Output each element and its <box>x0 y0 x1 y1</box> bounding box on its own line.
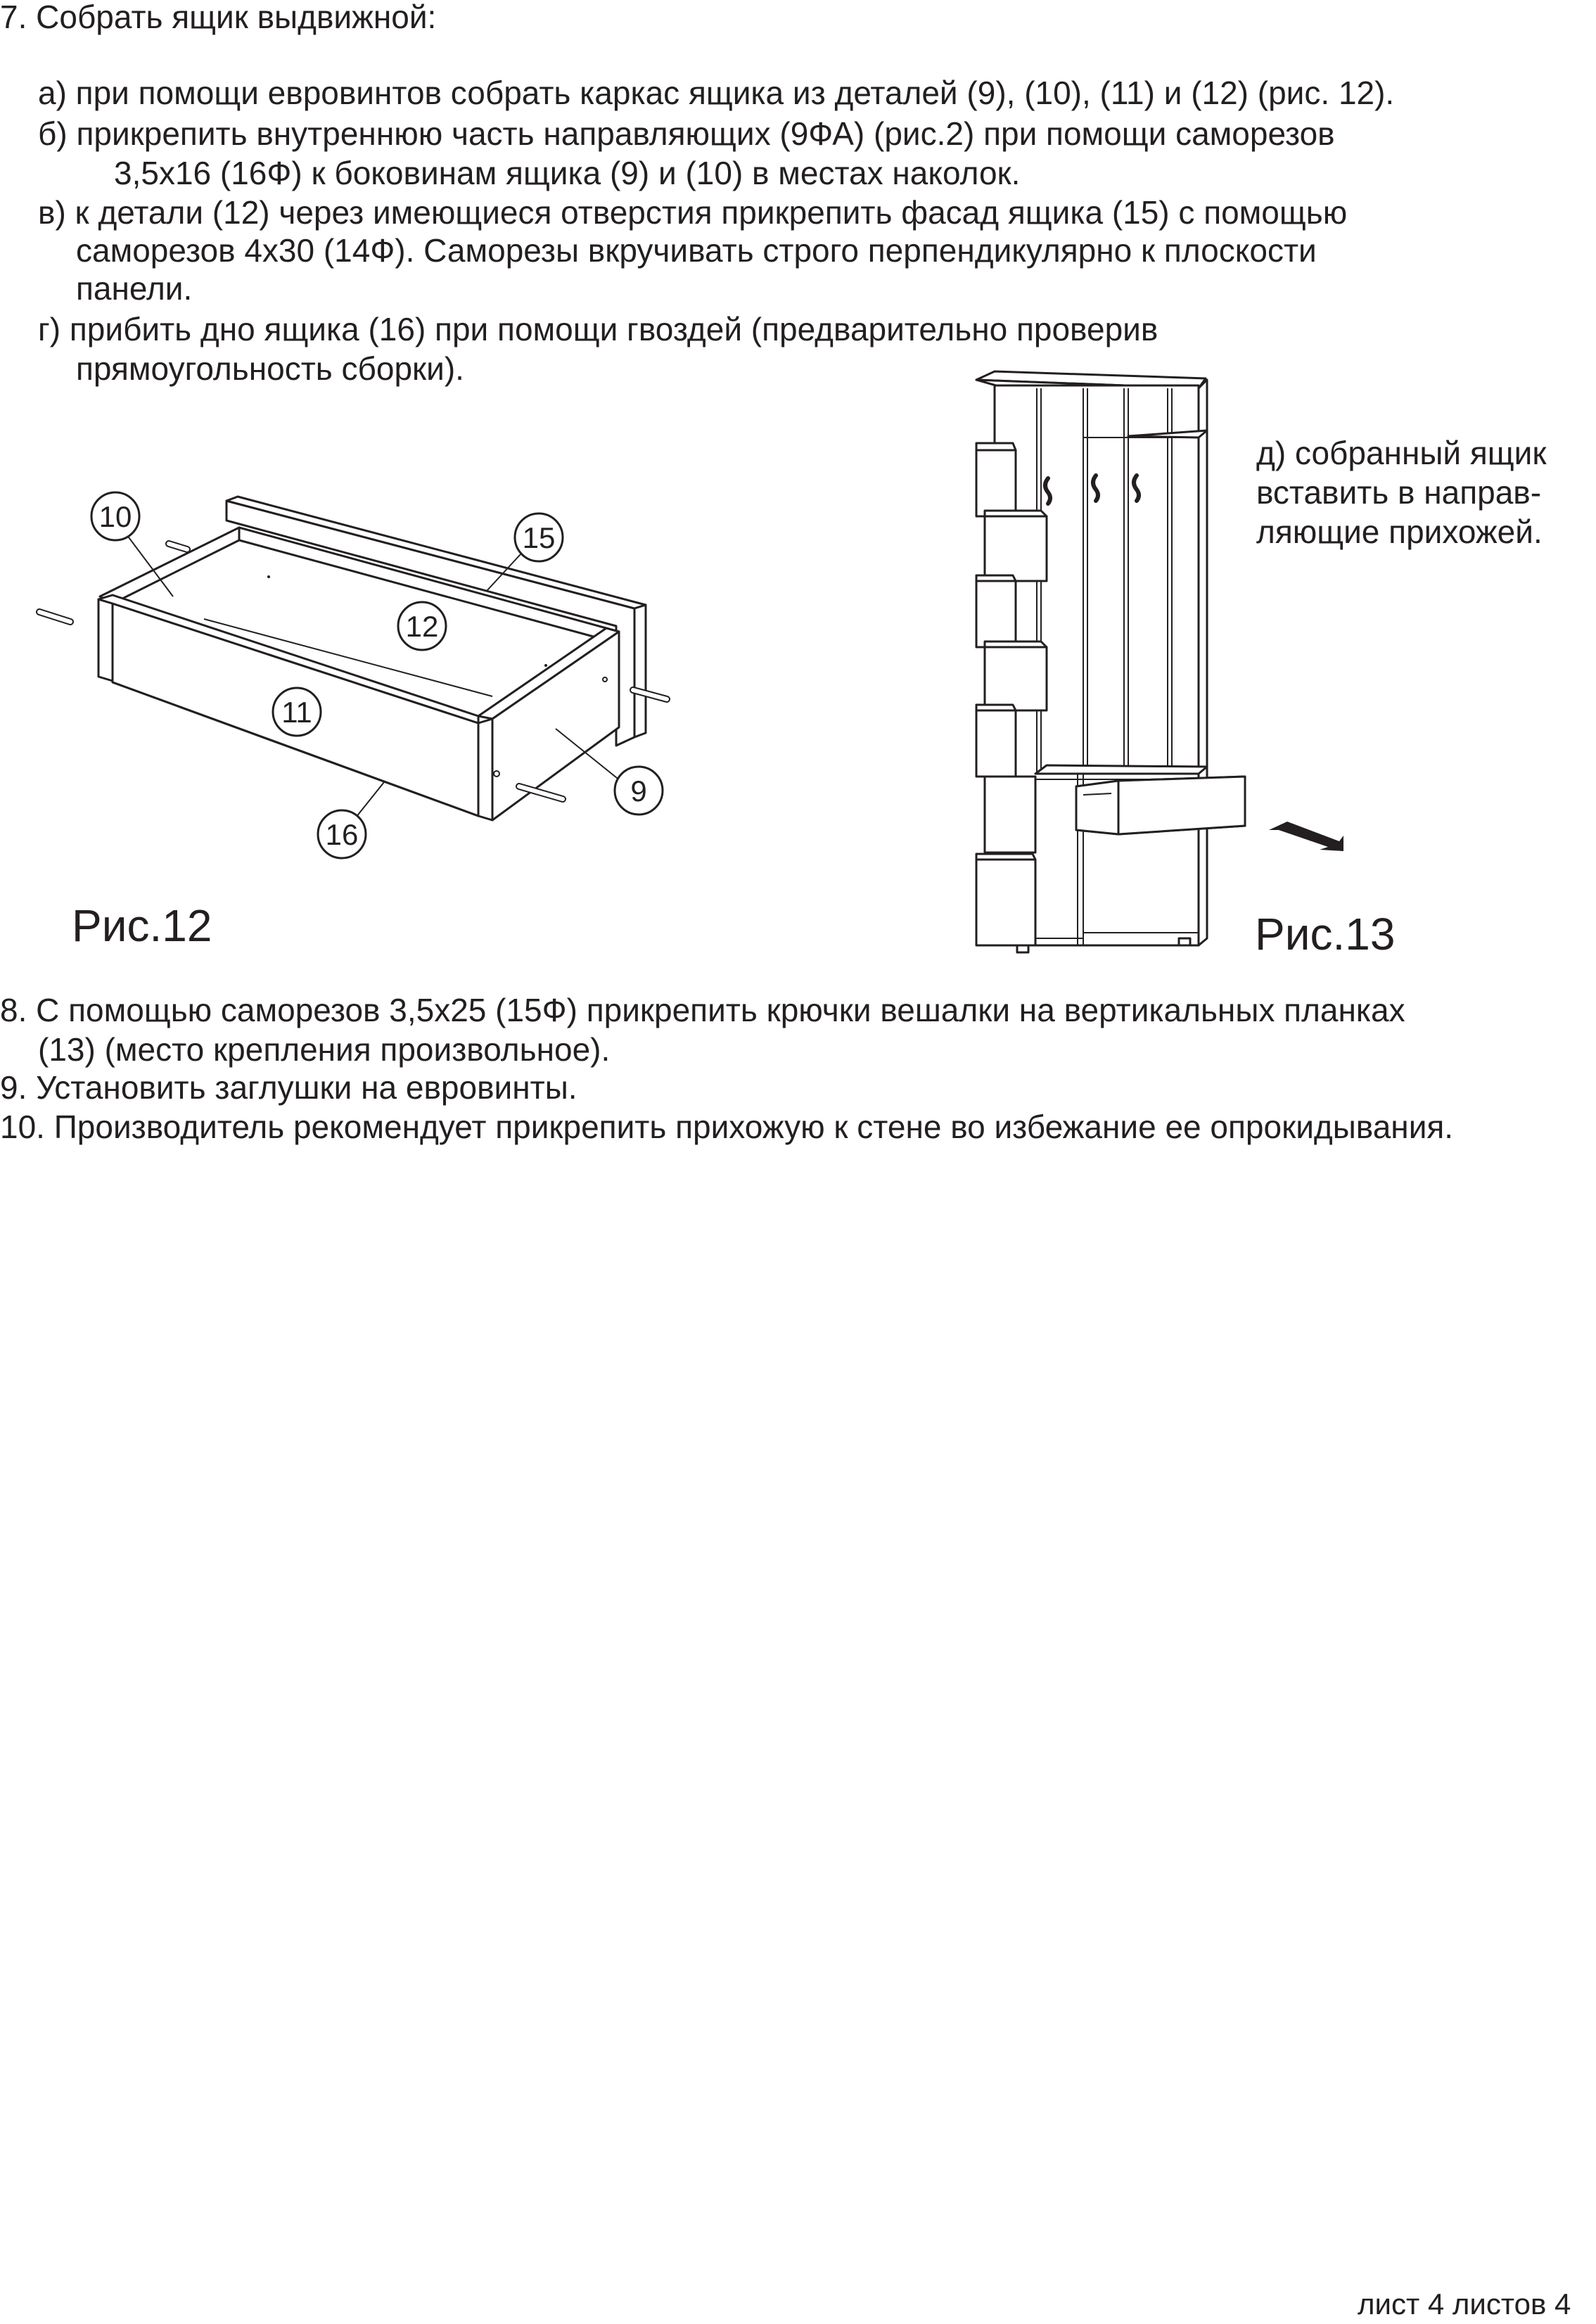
svg-text:10: 10 <box>98 500 132 533</box>
step7-d-line3: ляющие прихожей. <box>1256 513 1543 550</box>
step8-line2: (13) (место крепления произвольное). <box>38 1031 611 1068</box>
drawer-insert <box>1076 777 1245 834</box>
figure13-caption: Рис.13 <box>1255 909 1396 959</box>
figure12-caption: Рис.12 <box>72 900 212 951</box>
svg-text:15: 15 <box>522 521 556 554</box>
svg-text:9: 9 <box>630 774 647 807</box>
figure13-hallway-diagram <box>0 0 1596 985</box>
svg-text:16: 16 <box>325 818 359 851</box>
step7-v-line3: панели. <box>76 270 193 307</box>
svg-text:12: 12 <box>405 610 439 643</box>
step7-g-line1: г) прибить дно ящика (16) при помощи гвоздей (предварительно проверив <box>38 311 1158 347</box>
step7-v-line1: в) к детали (12) через имеющиеся отверстия прикрепить фасад ящика (15) с помощью <box>38 194 1348 231</box>
step9: 9. Установить заглушки на евровинты. <box>0 1069 577 1106</box>
left-shelves <box>976 443 1047 945</box>
step7-v-line2: саморезов 4х30 (14Ф). Саморезы вкручивать строго перпендикулярно к плоскости <box>76 232 1317 269</box>
step7-heading: 7. Собрать ящик выдвижной: <box>0 0 437 35</box>
page-footer: лист 4 листов 4 <box>1358 2287 1571 2320</box>
arrow-icon <box>1269 822 1343 851</box>
step10: 10. Производитель рекомендует прикрепить прихожую к стене во избежание ее опрокидывания. <box>0 1109 1454 1145</box>
step7-b-line1: б) прикрепить внутреннюю часть направляющих (9ФА) (рис.2) при помощи саморезов <box>38 115 1335 152</box>
step7-b-line2: 3,5х16 (16Ф) к боковинам ящика (9) и (10) в местах наколок. <box>114 155 1021 191</box>
step7-a: а) при помощи евровинтов собрать каркас ящика из деталей (9), (10), (11) и (12) (рис. 12). <box>38 75 1395 111</box>
step7-d-line2: вставить в направ- <box>1256 474 1542 511</box>
step8-line1: 8. С помощью саморезов 3,5х25 (15Ф) прикрепить крючки вешалки на вертикальных планках <box>0 992 1405 1028</box>
step7-g-line2: прямоугольность сборки). <box>76 350 464 387</box>
hallway-side-panel <box>1199 380 1207 945</box>
svg-text:11: 11 <box>281 696 312 729</box>
step7-d-line1: д) собранный ящик <box>1256 435 1547 471</box>
